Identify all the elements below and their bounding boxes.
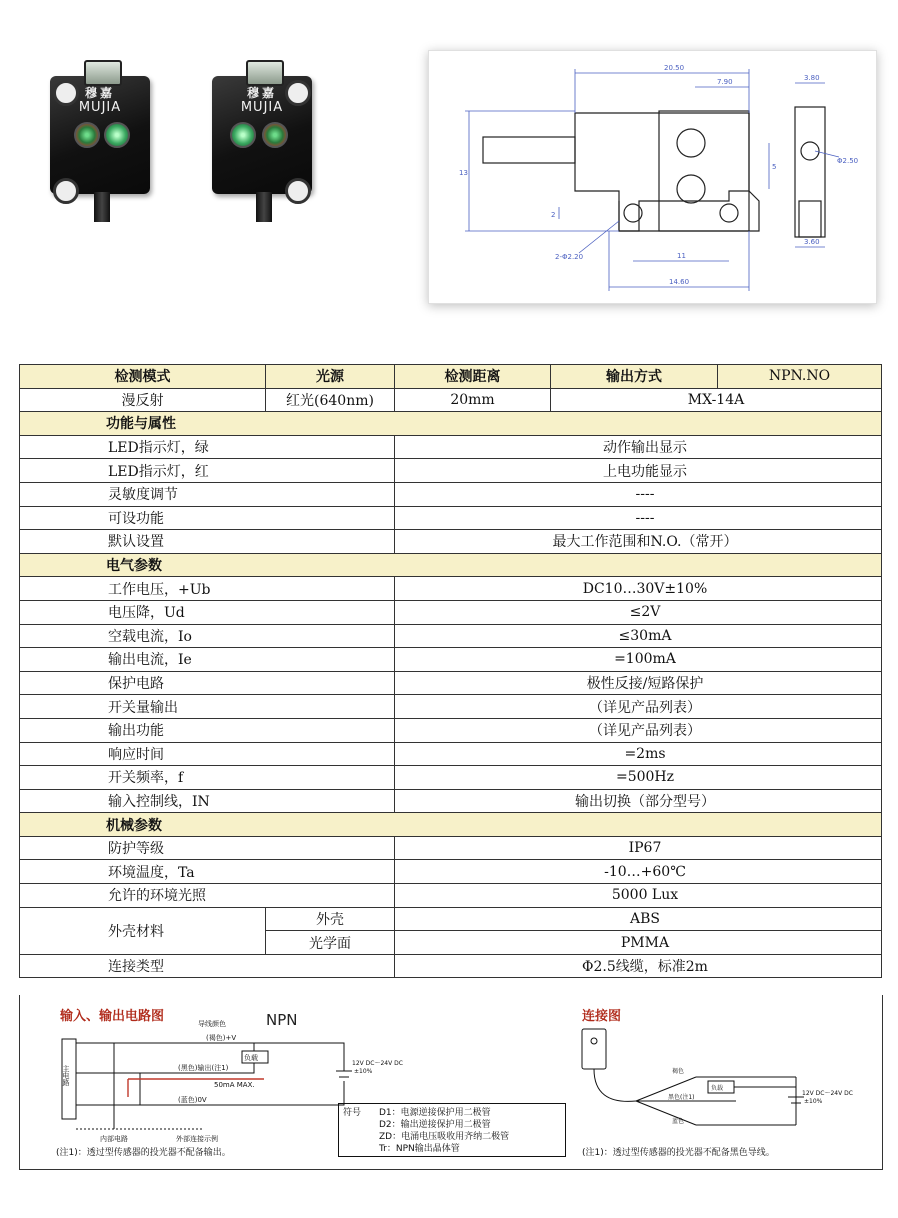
npn-label: NPN <box>266 1011 298 1029</box>
shell-label: 外壳 <box>266 907 395 931</box>
row-label: 空载电流，Io <box>20 624 395 648</box>
table-row <box>20 435 882 459</box>
sensor-top-window <box>84 60 122 86</box>
inner-circuit-label: 内部电路 <box>100 1135 128 1143</box>
row-label: LED指示灯，红 <box>20 459 395 483</box>
row-value: DC10…30V±10% <box>395 577 882 601</box>
conn-blue-label: 蓝色 <box>672 1118 685 1125</box>
conn-tolerance-label: ±10% <box>804 1098 823 1105</box>
row-label: 默认设置 <box>20 530 395 554</box>
product-source: 红光(640nm) <box>266 388 395 412</box>
table-row <box>20 482 882 506</box>
table-row <box>20 742 882 766</box>
optic-label: 光学面 <box>266 931 395 955</box>
header-mode: 检测模式 <box>20 365 266 389</box>
product-mode: 漫反射 <box>20 388 266 412</box>
product-row <box>20 388 882 412</box>
black-label: (黑色)输出(注1) <box>178 1064 229 1072</box>
note-right: (注1)：透过型传感器的投光器不配备黑色导线。 <box>582 1148 775 1158</box>
row-label: 开关量输出 <box>20 695 395 719</box>
dim-height: 13 <box>459 169 468 177</box>
circuit-panel <box>19 995 883 1170</box>
header-output: 输出方式 <box>551 365 718 389</box>
row-label: 灵敏度调节 <box>20 482 395 506</box>
connection-label: 连接类型 <box>20 954 395 978</box>
row-value: =100mA <box>395 648 882 672</box>
dim-side-hole: Φ2.50 <box>837 157 859 165</box>
table-row <box>20 836 882 860</box>
row-label: 响应时间 <box>20 742 395 766</box>
table-row <box>20 648 882 672</box>
product-distance: 20mm <box>395 388 551 412</box>
conn-supply-label: 12V DC～24V DC <box>802 1090 853 1097</box>
supply-label: 12V DC～24V DC <box>352 1060 403 1067</box>
load-label: 负载 <box>244 1054 258 1062</box>
section-row <box>20 553 882 577</box>
mount-hole <box>53 178 79 204</box>
table-row <box>20 718 882 742</box>
spec-table <box>19 364 882 978</box>
table-row <box>20 789 882 813</box>
mount-hole <box>285 178 311 204</box>
dim-upper-width: 7.90 <box>717 78 733 86</box>
sensor-photo-left <box>50 60 150 220</box>
outer-connection-label: 外部连接示例 <box>176 1135 218 1143</box>
table-row <box>20 860 882 884</box>
sensor-photo-right <box>212 60 312 220</box>
load-wire <box>204 1043 254 1051</box>
row-value: =500Hz <box>395 766 882 790</box>
mount-hole-circle <box>720 204 738 222</box>
product-model: MX-14A <box>551 388 882 412</box>
row-label: 开关频率，f <box>20 766 395 790</box>
sensor-cable <box>94 192 110 222</box>
row-label: 输入控制线，IN <box>20 789 395 813</box>
table-row <box>20 695 882 719</box>
table-row <box>20 506 882 530</box>
section-mechanical: 机械参数 <box>20 813 882 837</box>
brand-chinese: 穆嘉 <box>246 86 277 100</box>
conn-load-label: 负载 <box>711 1085 724 1092</box>
dim-side-width: 3.80 <box>804 74 820 82</box>
dimension-drawing <box>428 50 877 304</box>
wire-color-label: 导线颜色 <box>198 1020 226 1028</box>
connection-value: Φ2.5线缆，标准2m <box>395 954 882 978</box>
face-outline <box>659 111 749 231</box>
sensor-hole <box>591 1038 597 1044</box>
row-value: 输出切换（部分型号） <box>395 789 882 813</box>
row-value: ---- <box>395 482 882 506</box>
legend-item: D2：输出逆接保护用二极管 <box>379 1120 491 1130</box>
row-value: 最大工作范围和N.O.（常开） <box>395 530 882 554</box>
legend-item: D1：电源逆接保护用二极管 <box>379 1108 491 1118</box>
conn-black-label: 黑色(注1) <box>668 1094 695 1101</box>
table-row <box>20 954 882 978</box>
note-left: (注1)：透过型传感器的投光器不配备输出。 <box>56 1148 231 1158</box>
legend-prefix: 符号 <box>343 1108 362 1118</box>
section-electrical: 电气参数 <box>20 553 882 577</box>
legend-box <box>338 1103 566 1157</box>
row-label: LED指示灯，绿 <box>20 435 395 459</box>
table-row <box>20 766 882 790</box>
dim-side-bottom: 3.60 <box>804 238 820 246</box>
row-label: 防护等级 <box>20 836 395 860</box>
main-circuit-label: 主电路 <box>62 1065 70 1086</box>
blue-label: (蓝色)0V <box>178 1096 207 1104</box>
legend-item: ZD：电涌电压吸收用齐纳二极管 <box>379 1132 510 1142</box>
conn-brown-label: 褐色 <box>672 1068 685 1075</box>
green-led <box>230 122 256 148</box>
lens-circle <box>677 175 705 203</box>
row-value: 上电功能显示 <box>395 459 882 483</box>
table-row <box>20 600 882 624</box>
row-label: 电压降，Ud <box>20 600 395 624</box>
section-row <box>20 813 882 837</box>
tolerance-label: ±10% <box>354 1068 373 1075</box>
red-led <box>74 122 100 148</box>
row-value: -10…+60℃ <box>395 860 882 884</box>
row-value: ---- <box>395 506 882 530</box>
row-value: 动作输出显示 <box>395 435 882 459</box>
table-row <box>20 577 882 601</box>
row-value: （详见产品列表） <box>395 695 882 719</box>
row-value: （详见产品列表） <box>395 718 882 742</box>
cable-outline <box>483 137 575 163</box>
header-npn: NPN.NO <box>718 365 882 389</box>
row-value: ≤2V <box>395 600 882 624</box>
table-row <box>20 530 882 554</box>
header-source: 光源 <box>266 365 395 389</box>
side-view-lower <box>799 201 821 237</box>
section-function: 功能与属性 <box>20 412 882 436</box>
dimension-svg <box>429 51 876 303</box>
row-value: IP67 <box>395 836 882 860</box>
sensor-outline <box>582 1029 606 1069</box>
dim-bottom-width: 14.60 <box>669 278 690 286</box>
table-row <box>20 624 882 648</box>
table-row <box>20 907 882 931</box>
brand-english: MUJIA <box>240 100 284 115</box>
row-value: 极性反接/短路保护 <box>395 671 882 695</box>
wire-blue <box>636 1101 696 1125</box>
table-header-row <box>20 365 882 389</box>
row-label: 工作电压，+Ub <box>20 577 395 601</box>
brown-label: (褐色)+V <box>206 1034 237 1042</box>
sensor-top-window <box>246 60 284 86</box>
table-row <box>20 884 882 908</box>
dim-left-gap: 2 <box>551 211 556 219</box>
row-label: 允许的环境光照 <box>20 884 395 908</box>
row-label: 保护电路 <box>20 671 395 695</box>
row-value: 5000 Lux <box>395 884 882 908</box>
dim-total-width: 20.50 <box>664 64 685 72</box>
connection-title: 连接图 <box>582 1009 622 1024</box>
lens-circle <box>677 129 705 157</box>
housing-label: 外壳材料 <box>20 907 266 954</box>
row-label: 输出电流，Ie <box>20 648 395 672</box>
optic-value: PMMA <box>395 931 882 955</box>
row-value: ≤30mA <box>395 624 882 648</box>
leader-line <box>579 221 619 253</box>
circuit-title: 输入、输出电路图 <box>60 1009 165 1024</box>
row-label: 可设功能 <box>20 506 395 530</box>
row-label: 输出功能 <box>20 718 395 742</box>
body-outline <box>575 113 749 231</box>
sensor-cable <box>256 192 272 222</box>
dim-spacing: 5 <box>772 163 777 171</box>
cable-path <box>594 1069 636 1101</box>
row-value: =2ms <box>395 742 882 766</box>
row-label: 环境温度，Ta <box>20 860 395 884</box>
brand-english: MUJIA <box>78 100 122 115</box>
current-label: 50mA MAX. <box>214 1081 255 1089</box>
dim-mount-holes: 2-Φ2.20 <box>555 253 584 261</box>
table-row <box>20 459 882 483</box>
section-row <box>20 412 882 436</box>
green-led <box>104 122 130 148</box>
connection-svg <box>576 1025 876 1145</box>
legend-item: Tr：NPN输出晶体管 <box>379 1144 460 1154</box>
dim-hole-span: 11 <box>677 252 686 260</box>
shell-value: ABS <box>395 907 882 931</box>
brand-chinese: 穆嘉 <box>84 86 115 100</box>
header-distance: 检测距离 <box>395 365 551 389</box>
table-row <box>20 671 882 695</box>
red-led <box>262 122 288 148</box>
